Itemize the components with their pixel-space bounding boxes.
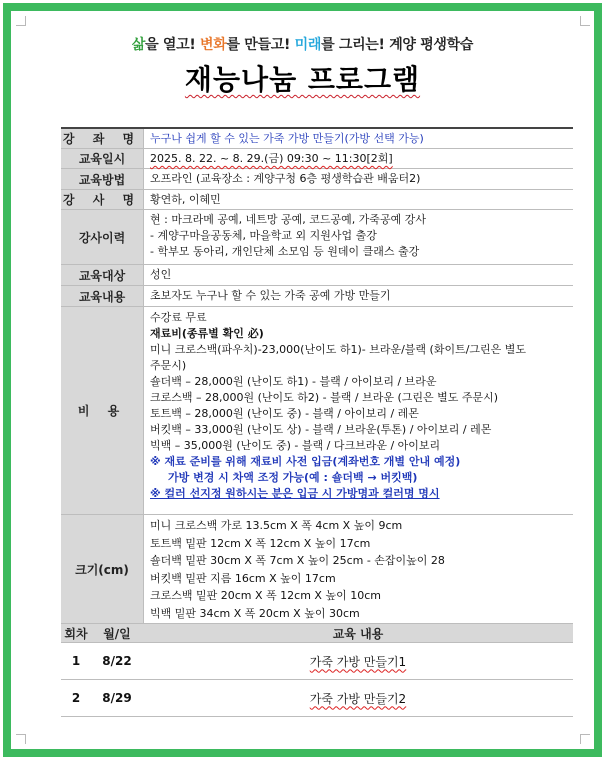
course-cost — [144, 307, 573, 514]
cost-line: 재료비(종류별 확인 必) — [150, 327, 264, 340]
cost-line: 버킷백 – 33,000원 (난이도 상) - 블랙 / 브라운(투톤) / 아이보리 / 레몬 — [150, 423, 492, 436]
slogan-word-change: 변화 — [200, 37, 227, 53]
cost-line: 빅백 – 35,000원 (난이도 중) - 블랙 / 다크브라운 / 아이보리 — [150, 439, 441, 452]
row-dates — [61, 149, 573, 169]
session-content-text: 가죽 가방 만들기2 — [309, 691, 407, 706]
schedule-row — [61, 680, 573, 717]
schedule-header — [61, 624, 573, 643]
course-method: 오프라인 (교육장소 : 계양구청 6층 평생학습관 배움터2) — [150, 172, 421, 185]
cost-line: 주문시) — [150, 359, 187, 372]
cost-line: 수강료 무료 — [150, 311, 207, 324]
career-line: 현 : 마크라메 공예, 네트망 공예, 코드공예, 가죽공예 강사 — [150, 213, 426, 226]
session-no: 1 — [71, 654, 81, 668]
row-label: 교육방법 — [61, 169, 144, 189]
cost-line: 크로스백 – 28,000원 (난이도 하2) - 블랙 / 브라운 (그린은 별도 주문시) — [150, 391, 499, 404]
crop-mark — [16, 16, 26, 26]
row-label: 비 용 — [61, 307, 144, 514]
row-label: 교육일시 — [61, 149, 144, 168]
schedule-header-content: 교육 내용 — [332, 626, 384, 641]
cost-line: 토트백 – 28,000원 (난이도 중) - 블랙 / 아이보리 / 레몬 — [150, 407, 419, 420]
session-content — [143, 680, 573, 716]
size-line: 숄더백 밑판 30cm X 폭 7cm X 높이 25cm - 손잡이높이 28 — [150, 554, 445, 567]
page-title — [0, 58, 605, 98]
row-label: 강 사 명 — [61, 190, 144, 209]
slogan-word-future: 미래 — [294, 37, 322, 53]
cost-line: 숄더백 – 28,000원 (난이도 하1) - 블랙 / 아이보리 / 브라운 — [150, 375, 437, 388]
instructor-career — [144, 210, 573, 264]
session-content — [143, 643, 573, 679]
career-line: - 계양구마을공동체, 마을학교 외 지원사업 출강 — [150, 229, 377, 242]
career-line: - 학부모 동아리, 개인단체 소모임 등 원데이 클래스 출강 — [150, 245, 420, 258]
row-career — [61, 210, 573, 265]
session-no: 2 — [71, 691, 81, 705]
slogan-text: 을 열고! — [145, 37, 201, 53]
bag-sizes — [144, 515, 573, 623]
course-dates-text: 2025. 8. 22. ~ 8. 29.(금) 09:30 ~ 11:30[2회] — [150, 152, 393, 165]
session-content-text: 가죽 가방 만들기1 — [309, 654, 407, 669]
cost-note-text: ※ 컬러 선지정 원하시는 분은 입금 시 가방명과 컬러명 명시 — [150, 487, 440, 500]
slogan-text: 를 만들고! — [226, 37, 295, 53]
crop-mark — [580, 734, 590, 744]
row-course — [61, 129, 573, 149]
crop-mark — [580, 16, 590, 26]
instructor-names: 황연하, 이혜민 — [150, 193, 221, 206]
course-dates — [144, 149, 573, 168]
schedule-row — [61, 643, 573, 680]
row-size — [61, 515, 573, 624]
cost-note: 가방 변경 시 차액 조정 가능(예 : 숄더백 → 버킷백) — [168, 471, 418, 484]
schedule-header-date: 월/일 — [103, 626, 131, 641]
session-date: 8/22 — [102, 654, 132, 668]
course-content: 초보자도 누구나 할 수 있는 가죽 공예 가방 만들기 — [150, 289, 391, 302]
course-target: 성인 — [150, 268, 172, 281]
row-label: 교육내용 — [61, 286, 144, 306]
slogan-text: 를 그리는! 계양 평생학습 — [321, 37, 474, 53]
schedule-header-no: 회차 — [64, 626, 88, 641]
size-line: 크로스백 밑판 20cm X 폭 12cm X 높이 10cm — [150, 589, 381, 602]
cost-line: 미니 크로스백(파우치)-23,000(난이도 하1)- 브라운/블랙 (화이트/그린은 별도 — [150, 343, 527, 356]
row-label: 강사이력 — [61, 210, 144, 264]
row-target — [61, 265, 573, 286]
crop-mark — [16, 734, 26, 744]
row-label: 교육대상 — [61, 265, 144, 285]
slogan-word-life: 삶 — [131, 37, 146, 53]
cost-note — [150, 486, 567, 502]
row-content — [61, 286, 573, 307]
size-line: 빅백 밑판 34cm X 폭 20cm X 높이 30cm — [150, 606, 360, 620]
size-line: 토트백 밑판 12cm X 폭 12cm X 높이 17cm — [150, 536, 371, 550]
row-instructor — [61, 190, 573, 210]
session-date: 8/29 — [102, 691, 132, 705]
page-title-text: 재능나눔 프로그램 — [184, 63, 421, 96]
row-label: 크기(cm) — [61, 515, 144, 623]
size-line: 미니 크로스백 가로 13.5cm X 폭 4cm X 높이 9cm — [150, 519, 403, 532]
cost-note: ※ 재료 준비를 위해 재료비 사전 입금(계좌번호 개별 안내 예정) — [150, 455, 461, 468]
size-line: 버킷백 밑판 지름 16cm X 높이 17cm — [150, 571, 336, 585]
slogan — [0, 34, 605, 54]
program-table — [61, 127, 573, 717]
course-name: 누구나 쉽게 할 수 있는 가죽 가방 만들기(가방 선택 가능) — [150, 132, 424, 145]
row-label: 강 좌 명 — [61, 129, 144, 148]
row-method — [61, 169, 573, 190]
row-cost — [61, 307, 573, 515]
